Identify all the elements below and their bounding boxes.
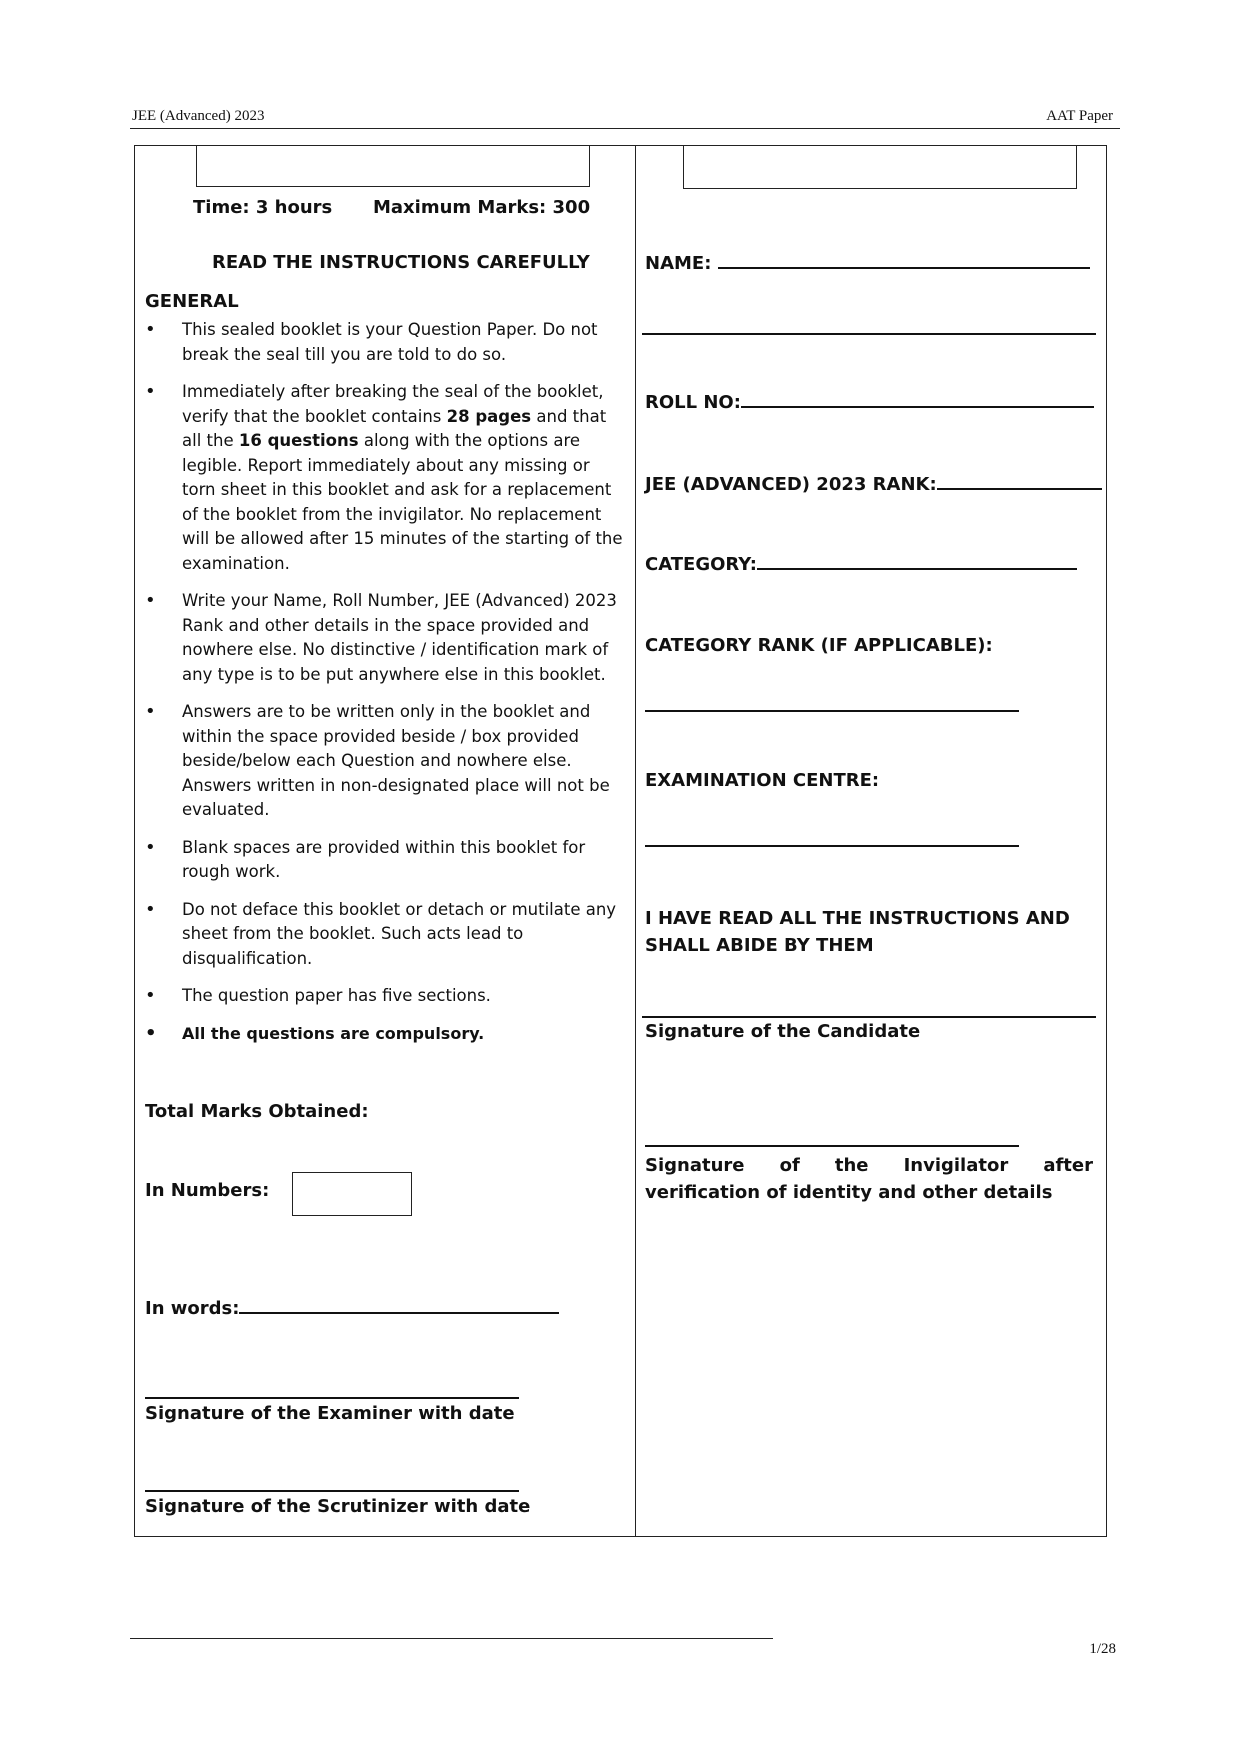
read-instructions-heading: READ THE INSTRUCTIONS CAREFULLY xyxy=(212,252,590,273)
instruction-text: This sealed booklet is your Question Paper. Do not break the seal till you are told to do so. xyxy=(182,320,598,364)
category-label: CATEGORY: xyxy=(645,554,757,575)
instruction-text: The question paper has five sections. xyxy=(182,986,491,1005)
roll-label: ROLL NO: xyxy=(645,392,741,413)
header-exam-title: JEE (Advanced) 2023 xyxy=(132,108,265,124)
barcode-box-right xyxy=(683,145,1077,189)
bullet-icon: • xyxy=(145,590,156,611)
bullet-icon: • xyxy=(145,1022,157,1044)
rank-label: JEE (ADVANCED) 2023 RANK: xyxy=(645,474,937,495)
bullet-icon: • xyxy=(145,319,156,340)
category-rank-field[interactable] xyxy=(645,710,1019,712)
barcode-box-left xyxy=(196,145,590,187)
page-number: 1/28 xyxy=(1089,1641,1116,1657)
in-numbers-label: In Numbers: xyxy=(145,1180,270,1201)
in-words-label: In words: xyxy=(145,1298,240,1319)
roll-field[interactable] xyxy=(741,406,1094,408)
instruction-text: and that all the xyxy=(182,406,607,450)
name-field[interactable] xyxy=(718,267,1090,269)
instruction-bold-pages: 28 pages xyxy=(446,406,532,426)
examiner-signature-label: Signature of the Examiner with date xyxy=(145,1403,515,1424)
scrutinizer-signature-line[interactable] xyxy=(145,1490,519,1492)
candidate-signature-label: Signature of the Candidate xyxy=(645,1021,921,1042)
instruction-item xyxy=(145,1022,625,1047)
candidate-signature-line[interactable] xyxy=(642,1016,1096,1018)
header-paper-name: AAT Paper xyxy=(1046,108,1113,124)
bullet-icon: • xyxy=(145,701,156,722)
roll-row xyxy=(645,392,1094,413)
name-label: NAME: xyxy=(645,253,712,274)
marks-number-box[interactable] xyxy=(292,1172,412,1216)
instruction-item xyxy=(145,836,625,885)
declaration-text: I HAVE READ ALL THE INSTRUCTIONS AND SHALL ABIDE BY THEM xyxy=(645,908,1070,956)
examiner-signature-line[interactable] xyxy=(145,1397,519,1399)
scrutinizer-signature-label: Signature of the Scrutinizer with date xyxy=(145,1496,531,1517)
exam-centre-field[interactable] xyxy=(645,845,1019,847)
footer-rule xyxy=(130,1638,773,1639)
max-marks-label: Maximum Marks: 300 xyxy=(373,197,591,218)
header-rule xyxy=(130,128,1120,129)
time-label: Time: 3 hours xyxy=(193,197,333,218)
category-field[interactable] xyxy=(757,568,1077,570)
instruction-text: Do not deface this booklet or detach or mutilate any sheet from the booklet. Such acts lead to disqualification. xyxy=(182,899,617,968)
in-words-field[interactable] xyxy=(239,1312,559,1314)
general-heading: GENERAL xyxy=(145,291,239,312)
bullet-icon: • xyxy=(145,381,156,402)
in-words-row xyxy=(145,1298,559,1319)
column-divider xyxy=(635,145,636,1537)
instruction-text: along with the options are legible. Report immediately about any missing or torn sheet in this booklet and ask for a replacement of the booklet from the invigilator. No replacement will be allowed after 15 minutes of the starting of the examination. xyxy=(182,431,623,573)
instruction-text: Write your Name, Roll Number, JEE (Advanced) 2023 Rank and other details in the space provided and nowhere else. No distinctive / identification mark of any type is to be put anywhere else in this booklet. xyxy=(182,591,617,684)
invigilator-signature-label: Signature of the Invigilator after verification of identity and other details xyxy=(645,1155,1093,1203)
category-rank-label: CATEGORY RANK (IF APPLICABLE): xyxy=(645,635,993,656)
instruction-text: Answers are to be written only in the booklet and within the space provided beside / box provided beside/below each Question and nowhere else. Answers written in non-designated place will not be evaluated. xyxy=(182,702,610,819)
instruction-item xyxy=(145,318,625,367)
instruction-item xyxy=(145,984,625,1009)
exam-centre-label: EXAMINATION CENTRE: xyxy=(645,770,880,791)
bullet-icon: • xyxy=(145,985,156,1006)
instructions-list xyxy=(145,318,625,1059)
invigilator-signature-line[interactable] xyxy=(645,1145,1019,1147)
rank-row xyxy=(645,474,1102,495)
instruction-text: Immediately after breaking the seal of the booklet, verify that the booklet contains xyxy=(182,382,604,426)
instruction-item xyxy=(145,380,625,576)
instruction-text: All the questions are compulsory. xyxy=(182,1023,485,1043)
bullet-icon: • xyxy=(145,898,156,920)
instruction-text: Blank spaces are provided within this booklet for rough work. xyxy=(182,837,586,881)
instruction-item xyxy=(145,700,625,823)
name-second-line[interactable] xyxy=(642,333,1096,335)
instruction-bold-questions: 16 questions xyxy=(238,431,359,450)
name-row xyxy=(645,253,1090,274)
instruction-item xyxy=(145,589,625,687)
category-row xyxy=(645,554,1077,575)
rank-field[interactable] xyxy=(937,488,1102,490)
instruction-item xyxy=(145,898,625,972)
total-marks-label: Total Marks Obtained: xyxy=(145,1101,369,1122)
bullet-icon: • xyxy=(145,836,156,858)
